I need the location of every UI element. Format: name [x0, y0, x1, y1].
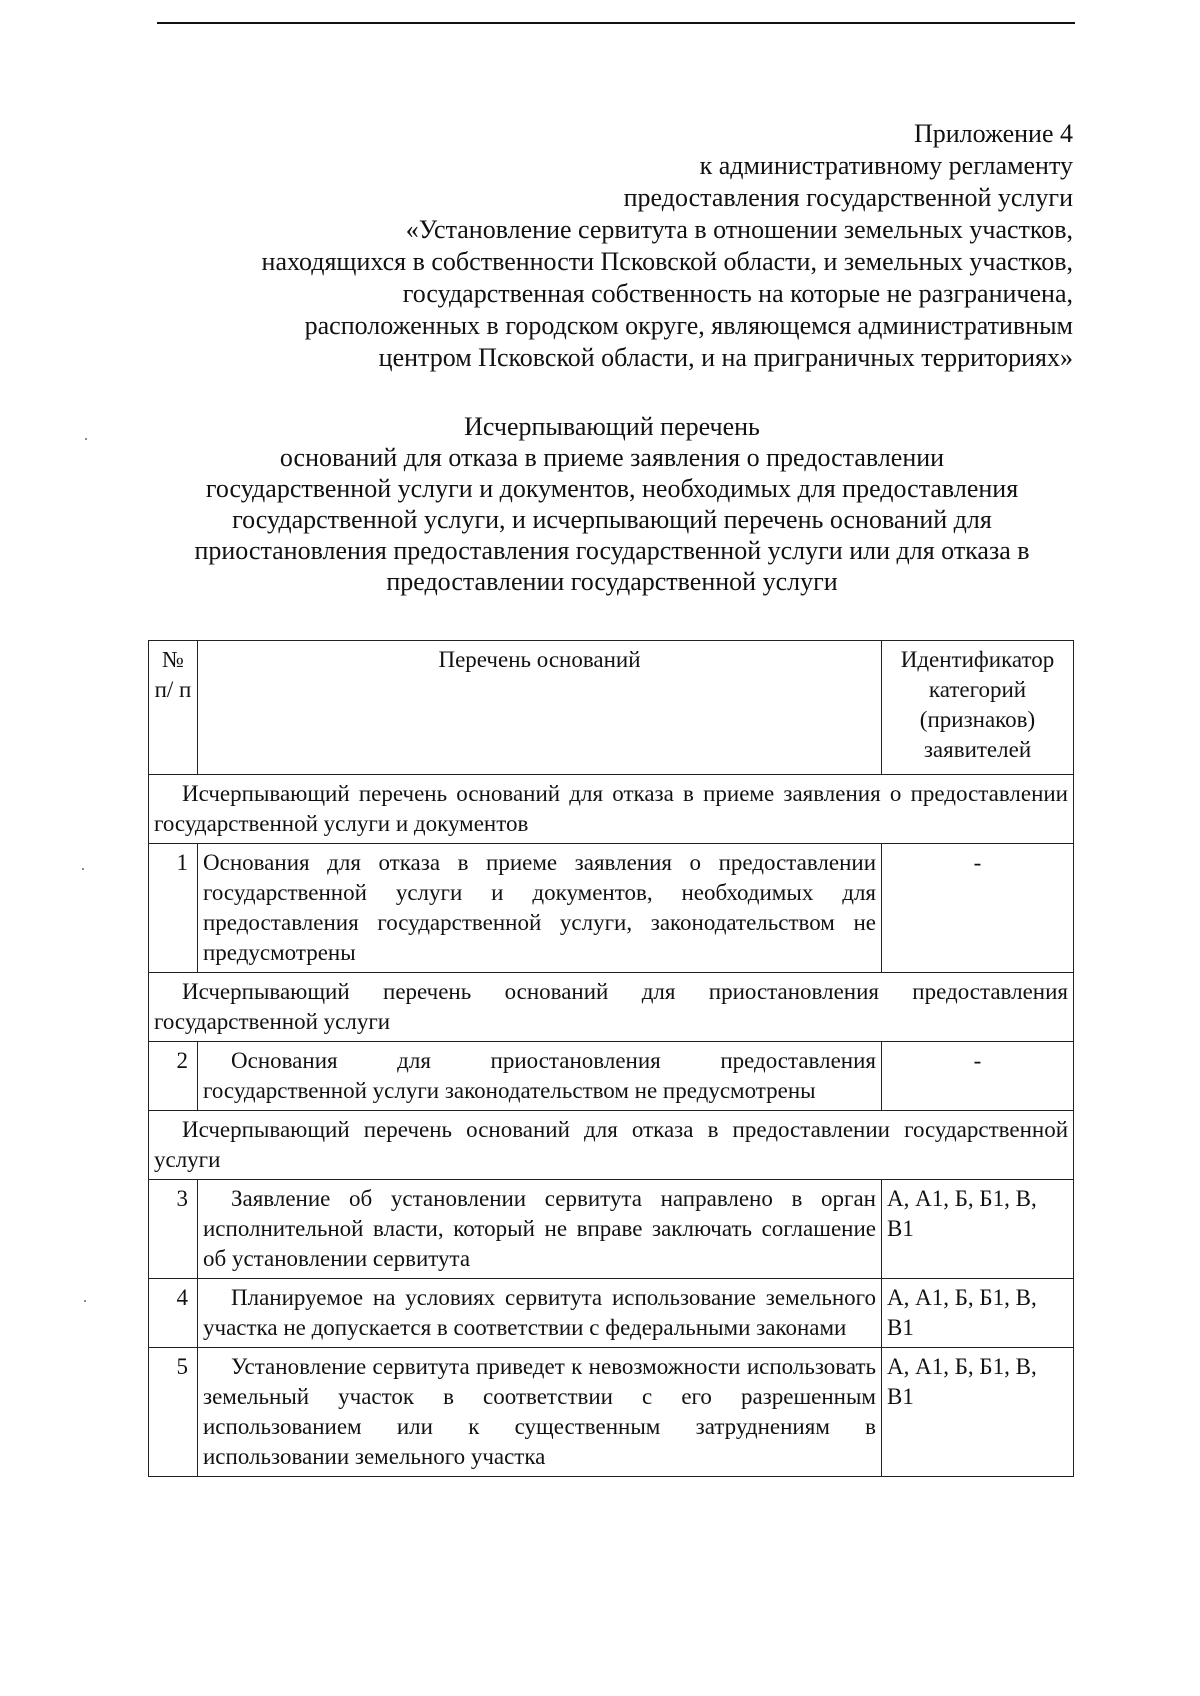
- section-row: [149, 775, 1074, 844]
- row-id: А, А1, Б, Б1, В, В1: [882, 1180, 1074, 1279]
- title-line: предоставлении государственной услуги: [386, 567, 838, 596]
- row-id: А, А1, Б, Б1, В, В1: [882, 1348, 1074, 1477]
- section-title: Исчерпывающий перечень оснований для приостановления предоставления государственной услуги: [149, 973, 1074, 1042]
- attachment-line: Приложение 4: [913, 119, 1073, 148]
- attachment-line: к административному регламенту: [699, 151, 1073, 180]
- section-row: [149, 1111, 1074, 1180]
- section-row: [149, 973, 1074, 1042]
- row-text: Основания для приостановления предоставления государственной услуги законодательством не предусмотрены: [198, 1042, 882, 1111]
- header-id: Идентификатор категорий (признаков) заявителей: [882, 641, 1074, 775]
- table-row: [149, 1279, 1074, 1348]
- table-row: [149, 1348, 1074, 1477]
- row-text: Заявление об установлении сервитута направлено в орган исполнительной власти, который не вправе заключать соглашение об установлении сервитута: [198, 1180, 882, 1279]
- title-line: Исчерпывающий перечень: [464, 412, 760, 441]
- document-title: [148, 411, 1076, 597]
- reasons-table: [148, 640, 1074, 1477]
- header-reason: Перечень оснований: [198, 641, 882, 775]
- title-line: государственной услуги, и исчерпывающий перечень оснований для: [232, 505, 992, 534]
- table-row: [149, 844, 1074, 973]
- row-num: 2: [149, 1042, 198, 1111]
- attachment-line: предоставления государственной услуги: [623, 183, 1073, 212]
- row-id: -: [882, 1042, 1074, 1111]
- row-id: А, А1, Б, Б1, В, В1: [882, 1279, 1074, 1348]
- attachment-line: центром Псковской области, и на приграничных территориях»: [378, 343, 1073, 372]
- attachment-block: [113, 118, 1073, 374]
- row-num: 5: [149, 1348, 198, 1477]
- title-line: оснований для отказа в приеме заявления о предоставлении: [279, 443, 945, 472]
- row-text: Установление сервитута приведет к невозможности использовать земельный участок в соответствии с его разрешенным использованием или к существенным затруднениям в использовании земельного участка: [198, 1348, 882, 1477]
- row-num: 3: [149, 1180, 198, 1279]
- scan-speck: [82, 868, 84, 870]
- attachment-line: государственная собственность на которые не разграничена,: [402, 279, 1073, 308]
- row-id: -: [882, 844, 1074, 973]
- attachment-line: расположенных в городском округе, являющемся административным: [304, 311, 1073, 340]
- table-row: [149, 1042, 1074, 1111]
- row-num: 1: [149, 844, 198, 973]
- table-header-row: [149, 641, 1074, 775]
- row-text: Планируемое на условиях сервитута использование земельного участка не допускается в соответствии с федеральными законами: [198, 1279, 882, 1348]
- section-title: Исчерпывающий перечень оснований для отказа в предоставлении государственной услуги: [149, 1111, 1074, 1180]
- top-rule: [157, 22, 1075, 24]
- row-num: 4: [149, 1279, 198, 1348]
- title-line: государственной услуги и документов, необходимых для предоставления: [205, 474, 1019, 503]
- row-text: Основания для отказа в приеме заявления о предоставлении государственной услуги и документов, необходимых для предоставления государственной услуги, законодательством не предусмотрены: [198, 844, 882, 973]
- table-row: [149, 1180, 1074, 1279]
- scan-speck: [84, 1300, 86, 1302]
- scan-speck: [85, 438, 87, 440]
- title-line: приостановления предоставления государственной услуги или для отказа в: [194, 536, 1030, 565]
- header-num: № п/ п: [149, 641, 198, 775]
- attachment-line: находящихся в собственности Псковской области, и земельных участков,: [261, 247, 1073, 276]
- attachment-line: «Установление сервитута в отношении земельных участков,: [405, 215, 1073, 244]
- section-title: Исчерпывающий перечень оснований для отказа в приеме заявления о предоставлении государственной услуги и документов: [149, 775, 1074, 844]
